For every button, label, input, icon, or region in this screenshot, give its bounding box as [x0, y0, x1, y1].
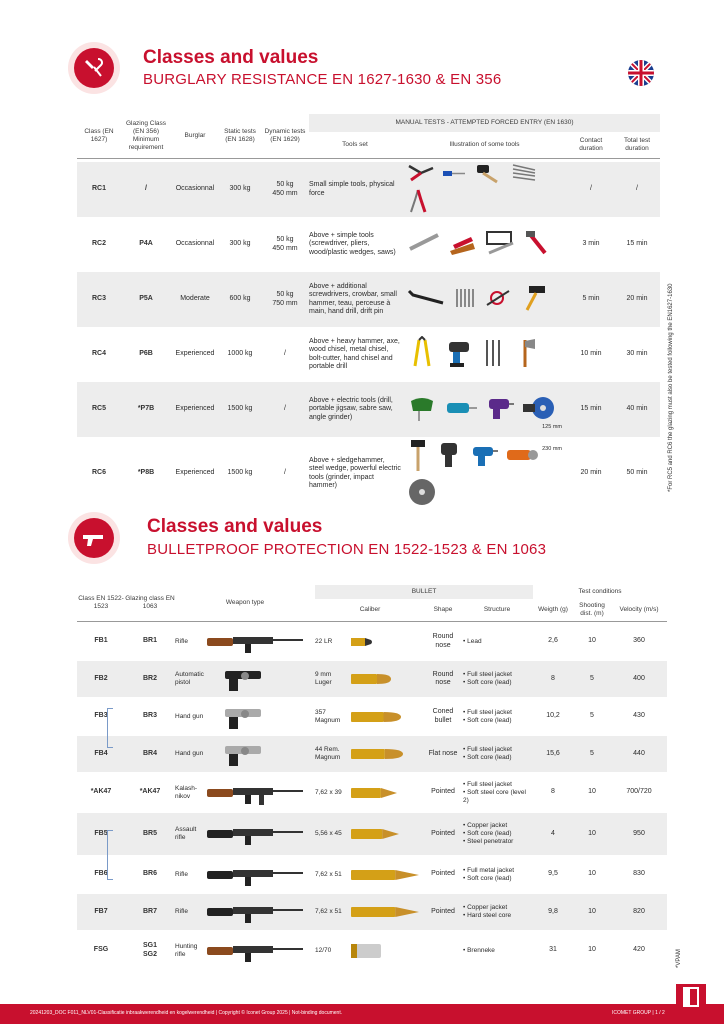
class-cell: RC2	[77, 217, 121, 272]
class-cell: RC1	[77, 162, 121, 217]
class-cell: FSG	[93, 946, 109, 954]
table-row	[77, 699, 667, 734]
burglar-cell: Experienced	[171, 437, 219, 510]
col-static: Static tests (EN 1628)	[224, 127, 256, 143]
drill-bits-icon	[453, 285, 477, 315]
burglar-cell: Occasionnal	[171, 162, 219, 217]
caliber-cell	[315, 744, 425, 764]
table-row	[77, 857, 667, 892]
caliber-label: 5,56 x 45	[315, 830, 342, 837]
glazing-cell: P6B	[121, 327, 171, 382]
structure-item: • Copper jacket	[463, 822, 508, 829]
structure-text: Soft core (lead)	[467, 679, 512, 686]
saw-icon	[483, 229, 517, 261]
class-cell: FB2	[94, 674, 108, 682]
caliber-label: 7,62 x 51	[315, 908, 342, 915]
col-manual-tests: MANUAL TESTS - ATTEMPTED FORCED ENTRY (EN 1630)	[309, 114, 660, 132]
glazing-cell: BR2	[142, 674, 157, 682]
hand-drill-icon	[483, 285, 513, 315]
class-cell: FB4	[94, 749, 108, 757]
glazing-cell: P4A	[121, 217, 171, 272]
burglar-cell: Experienced	[171, 382, 219, 437]
weapon-image	[205, 861, 305, 889]
dynamic-cell: /	[261, 437, 309, 510]
weight-cell: 8	[551, 788, 555, 796]
glazing-cell: SG1 SG2	[142, 942, 157, 958]
uk-flag-icon[interactable]	[628, 60, 654, 86]
section2-subtitle: BULLETPROOF PROTECTION EN 1522-1523 & EN 1063	[147, 541, 547, 558]
caliber-cell	[315, 707, 425, 727]
weapon-image	[205, 628, 305, 656]
static-cell: 1500 kg	[219, 437, 261, 510]
col-class: Class EN 1522-1523	[78, 594, 124, 610]
total-cell: 40 min	[614, 382, 660, 437]
table-row	[77, 382, 660, 437]
impact-drill-icon	[435, 439, 463, 475]
class-bracket	[107, 830, 113, 880]
structure-item: • Copper jacket	[463, 904, 508, 911]
glazing-cell: *AK47	[139, 788, 161, 796]
shape-cell: Pointed	[431, 788, 455, 796]
chisel-icon	[481, 337, 507, 373]
weight-cell: 9,8	[548, 907, 558, 915]
glazing-cell: P5A	[121, 272, 171, 327]
table-row	[77, 437, 660, 510]
table-row	[77, 661, 667, 697]
structure-text: Copper jacket	[467, 822, 508, 829]
shape-cell: Pointed	[431, 829, 455, 837]
table-row	[77, 894, 667, 930]
distance-cell: 10	[588, 637, 596, 645]
contact-cell: 5 min	[568, 272, 614, 327]
distance-cell: 10	[588, 829, 596, 837]
impact-drill-icon	[469, 440, 499, 474]
col-glazing: Glazing class EN 1063	[125, 594, 175, 610]
velocity-cell: 440	[633, 749, 645, 757]
bullet-image	[349, 783, 423, 803]
caliber-label: 12/70	[315, 946, 332, 954]
distance-cell: 10	[588, 870, 596, 878]
table-row	[77, 162, 660, 217]
col-shooting: Shooting dist. (m)	[579, 601, 605, 617]
class-cell: FB3	[94, 712, 108, 720]
class-cell: RC5	[77, 382, 121, 437]
contact-cell: 20 min	[568, 437, 614, 510]
col-contact: Contact duration	[579, 136, 603, 152]
tools-cell: Above + additional screwdrivers, crowbar, small hammer, teau, perceuse à main, hand drill, drift pin	[309, 272, 401, 327]
col-test-conditions: Test conditions	[578, 588, 622, 595]
bullet-image	[349, 902, 423, 922]
burglar-cell: Occasionnal	[171, 217, 219, 272]
glazing-cell: *P7B	[121, 382, 171, 437]
col-structure: Structure	[483, 605, 511, 613]
structure-item: • Soft core (lead)	[463, 874, 512, 882]
structure-cell	[461, 822, 533, 846]
weapon-image	[205, 665, 305, 693]
weapon-cell	[175, 628, 315, 656]
weight-cell: 4	[551, 829, 555, 837]
illustration-cell	[401, 272, 568, 327]
col-velocity: Velocity (m/s)	[619, 605, 659, 613]
weapon-label: Kalash-nikov	[175, 784, 198, 800]
shape-cell: Round nose	[432, 670, 454, 686]
caliber-cell	[315, 902, 425, 922]
table-row	[77, 736, 667, 772]
weight-cell: 15,6	[546, 749, 560, 757]
caliber-cell	[315, 941, 425, 961]
weapon-image	[205, 898, 305, 926]
weapon-cell	[175, 820, 315, 848]
col-bullet: BULLET	[315, 585, 533, 599]
bulletproof-table	[77, 585, 667, 624]
bullet-image	[349, 669, 423, 689]
glazing-cell: BR6	[142, 870, 157, 878]
weapon-image	[205, 937, 305, 965]
logo-tab	[676, 984, 706, 1010]
structure-item: • Full steel jacket	[463, 780, 512, 788]
tools-cell: Small simple tools, physical force	[309, 162, 401, 217]
tools-cell: Above + simple tools (screwdriver, pliers, wood/plastic wedges, saws)	[309, 217, 401, 272]
shape-cell: Pointed	[431, 870, 455, 878]
contact-cell: /	[568, 162, 614, 217]
weapon-label: Hunting rifle	[175, 942, 198, 958]
class-cell: RC4	[77, 327, 121, 382]
table-row	[77, 932, 667, 969]
class-cell: FB1	[94, 637, 108, 645]
col-weight: Weigth (g)	[538, 605, 568, 613]
structure-cell	[461, 867, 533, 883]
weapon-label: Automatic pistol	[175, 671, 204, 686]
caliber-cell	[315, 865, 425, 885]
bullet-image	[349, 632, 423, 652]
weapon-cell	[175, 740, 315, 768]
weapon-label: Hand gun	[175, 712, 204, 720]
glazing-cell: /	[121, 162, 171, 217]
bulletproof-section-icon	[68, 512, 120, 564]
crowbar-hammer-icon	[82, 56, 106, 80]
structure-item: • Soft core (lead)	[463, 679, 512, 686]
section2-title: Classes and values	[147, 516, 323, 537]
structure-item: • Brenneke	[463, 946, 495, 954]
velocity-cell: 820	[633, 907, 645, 915]
disc-size-label: 230 mm	[542, 446, 562, 452]
structure-text: Soft core (lead)	[467, 754, 512, 761]
class-cell: FB7	[94, 907, 108, 915]
structure-item: • Soft core (lead)	[463, 716, 512, 724]
burglar-cell: Experienced	[171, 327, 219, 382]
glazing-cell: BR4	[142, 749, 157, 757]
weapon-label: Assault rifle	[175, 826, 197, 841]
structure-text: Hard steel core	[467, 912, 512, 919]
class-cell: FB6	[94, 870, 108, 878]
structure-cell	[461, 947, 533, 955]
weapon-cell	[175, 861, 315, 889]
footer-bar	[0, 1004, 724, 1024]
total-cell: 50 min	[614, 437, 660, 510]
glazing-cell: *P8B	[121, 437, 171, 510]
shape-cell: Coned bullet	[432, 708, 454, 724]
glazing-cell: BR1	[142, 637, 157, 645]
table-row	[77, 774, 667, 811]
velocity-cell: 400	[633, 674, 645, 682]
illustration-cell	[401, 382, 568, 437]
structure-text: Full steel jacket	[467, 708, 512, 716]
caliber-label: 7,62 x 39	[315, 788, 342, 796]
shape-cell: Flat nose	[428, 749, 458, 757]
structure-text: Steel penetrator	[467, 838, 514, 845]
structure-text: Full steel jacket	[467, 746, 512, 753]
static-cell: 300 kg	[219, 217, 261, 272]
class-bracket	[107, 708, 113, 748]
jigsaw-icon	[407, 393, 437, 427]
structure-item: • Soft core (lead)	[463, 830, 512, 837]
weapon-cell	[175, 937, 315, 965]
structure-cell	[461, 671, 533, 687]
caliber-label: 357 Magnum	[315, 708, 341, 724]
table-row	[77, 813, 667, 855]
caliber-cell	[315, 824, 425, 844]
structure-item: • Lead	[463, 637, 482, 645]
distance-cell: 10	[588, 788, 596, 796]
pipe-icon	[407, 231, 441, 259]
gun-icon	[81, 527, 107, 549]
hammer-icon	[519, 283, 549, 317]
structure-text: Soft core (lead)	[467, 874, 512, 882]
weapon-label: Hand gun	[175, 750, 204, 757]
tools-cell: Above + sledgehammer, steel wedge, powerful electric tools (grinder, impact hammer)	[309, 437, 401, 510]
structure-text: Full metal jacket	[467, 866, 515, 874]
cordless-drill-icon	[443, 337, 475, 373]
burglary-section-icon	[68, 42, 120, 94]
caliber-label: 44 Rem. Magnum	[315, 746, 341, 761]
table-row	[77, 272, 660, 327]
structure-text: Full steel jacket	[467, 780, 512, 788]
sledgehammer-icon	[407, 437, 429, 477]
weight-cell: 31	[549, 946, 557, 954]
weapon-image	[205, 779, 305, 807]
weapon-label: Rifle	[175, 908, 189, 915]
structure-item: • Soft core (lead)	[463, 754, 512, 761]
structure-text: Lead	[467, 637, 482, 645]
weight-cell: 10,2	[546, 712, 560, 720]
weapon-image	[205, 820, 305, 848]
col-burglar: Burglar	[184, 131, 206, 139]
dynamic-cell: 50 kg 450 mm	[261, 162, 309, 217]
grinder-icon	[521, 393, 555, 427]
structure-item: • Full steel jacket	[463, 671, 512, 678]
caliber-cell	[315, 669, 425, 689]
velocity-cell: 360	[633, 637, 645, 645]
weight-cell: 8	[551, 674, 555, 682]
icomet-logo-icon	[676, 984, 706, 1010]
structure-text: Copper jacket	[467, 904, 508, 911]
structure-item: • Hard steel core	[463, 912, 512, 919]
structure-text: Brenneke	[467, 946, 495, 954]
crowbar-icon	[407, 287, 447, 313]
hammer-icon	[473, 162, 503, 188]
dynamic-cell: /	[261, 382, 309, 437]
glazing-cell: BR5	[142, 829, 157, 837]
wedge-icon	[447, 231, 477, 259]
weapon-cell	[175, 898, 315, 926]
illustration-cell	[401, 162, 568, 217]
illustration-cell	[401, 327, 568, 382]
structure-item: • Full metal jacket	[463, 866, 515, 874]
static-cell: 1000 kg	[219, 327, 261, 382]
structure-text: Soft steel core (level 2)	[463, 788, 526, 804]
col-tools: Tools set	[342, 140, 368, 148]
total-cell: /	[614, 162, 660, 217]
weapon-cell	[175, 703, 315, 731]
burglary-side-note: *For RC5 and RC6 the glazing must also be tested following the EN1627-1630	[668, 283, 674, 492]
static-cell: 300 kg	[219, 162, 261, 217]
static-cell: 1500 kg	[219, 382, 261, 437]
table-row	[77, 624, 667, 659]
footer-copyright: 20241203_DOC F011_NLV01-Classificatie inbraakwerendheid en kogelwerendheid | Copyright © Iconet Group 2025 | Not-binding document.	[30, 1010, 343, 1016]
weapon-cell	[175, 779, 315, 807]
col-illustration: Illustration of some tools	[449, 140, 520, 148]
burglary-table	[77, 114, 660, 510]
col-dynamic: Dynamic tests (EN 1629)	[264, 127, 306, 143]
col-shape: Shape	[433, 605, 453, 613]
glazing-cell: BR3	[142, 712, 157, 720]
bullet-image	[349, 744, 423, 764]
distance-cell: 5	[590, 749, 594, 757]
distance-cell: 10	[588, 907, 596, 915]
screwdriver-icon	[441, 164, 467, 186]
class-cell: RC3	[77, 272, 121, 327]
table-row	[77, 327, 660, 382]
disc-icon	[407, 477, 437, 511]
pliers-icon	[407, 162, 435, 188]
contact-cell: 15 min	[568, 382, 614, 437]
contact-cell: 3 min	[568, 217, 614, 272]
velocity-cell: 950	[633, 829, 645, 837]
distance-cell: 5	[590, 674, 594, 682]
caliber-label: 22 LR	[315, 637, 333, 645]
col-glazing: Glazing Class (EN 356) Minimum requirement	[125, 119, 167, 151]
col-caliber: Caliber	[359, 605, 381, 613]
dynamic-cell: /	[261, 327, 309, 382]
contact-cell: 10 min	[568, 327, 614, 382]
bullet-image	[349, 824, 423, 844]
structure-text: Soft core (lead)	[467, 830, 512, 837]
glazing-cell: BR7	[142, 907, 157, 915]
dynamic-cell: 50 kg 750 mm	[261, 272, 309, 327]
pliers-icon	[407, 188, 429, 218]
structure-text: Full steel jacket	[467, 671, 512, 678]
caliber-cell	[315, 783, 425, 803]
tools-cell: Above + electric tools (drill, portable jigsaw, sabre saw, angle grinder)	[309, 382, 401, 437]
table-row	[77, 217, 660, 272]
col-total: Total test duration	[623, 136, 650, 152]
sabre-saw-icon	[443, 395, 479, 425]
distance-cell: 10	[588, 946, 596, 954]
col-class: Class (EN 1627)	[84, 127, 114, 143]
bolt-cutter-icon	[407, 336, 437, 374]
section1-subtitle: BURGLARY RESISTANCE EN 1627-1630 & EN 356	[143, 71, 502, 88]
static-cell: 600 kg	[219, 272, 261, 327]
structure-cell	[461, 746, 533, 762]
bullet-image	[349, 707, 423, 727]
footer-page: ICOMET GROUP | 1 / 2	[612, 1010, 665, 1016]
illustration-cell	[401, 437, 568, 510]
velocity-cell: 430	[633, 712, 645, 720]
weight-cell: 9,5	[548, 870, 558, 878]
total-cell: 15 min	[614, 217, 660, 272]
class-cell: RC6	[77, 437, 121, 510]
pipe-wrench-icon	[523, 229, 551, 261]
weapon-label: Rifle	[175, 870, 189, 878]
bullet-image	[349, 865, 423, 885]
tools-cell: Above + heavy hammer, axe, wood chisel, metal chisel, bolt-cutter, hand chisel and portable drill	[309, 327, 401, 382]
weapon-cell	[175, 665, 315, 693]
structure-item: • Soft steel core (level 2)	[463, 788, 526, 804]
vpam-note: *VPAM	[676, 949, 682, 968]
class-cell: FB5	[94, 829, 108, 837]
class-cell: *AK47	[90, 788, 112, 796]
weapon-image	[205, 740, 305, 768]
disc-size-label: 125 mm	[542, 423, 562, 430]
velocity-cell: 420	[633, 946, 645, 954]
total-cell: 30 min	[614, 327, 660, 382]
weight-cell: 2,6	[548, 637, 558, 645]
burglar-cell: Moderate	[171, 272, 219, 327]
dynamic-cell: 50 kg 450 mm	[261, 217, 309, 272]
structure-cell	[461, 904, 533, 920]
shape-cell: Pointed	[431, 907, 455, 915]
col-weapon: Weapon type	[225, 598, 265, 606]
structure-cell	[461, 638, 533, 646]
wrench-set-icon	[509, 162, 539, 188]
velocity-cell: 700/720	[626, 788, 652, 796]
drill-icon	[485, 393, 515, 427]
weapon-label: Rifle	[175, 637, 189, 645]
weapon-image	[205, 703, 305, 731]
structure-item: • Full steel jacket	[463, 746, 512, 753]
structure-item: • Steel penetrator	[463, 838, 514, 845]
caliber-cell	[315, 632, 425, 652]
shape-cell: Round nose	[432, 633, 454, 649]
illustration-cell	[401, 217, 568, 272]
bullet-image	[349, 941, 423, 961]
section1-title: Classes and values	[143, 47, 319, 68]
structure-cell	[461, 781, 533, 805]
structure-cell	[461, 709, 533, 725]
axe-icon	[513, 336, 537, 374]
structure-text: Soft core (lead)	[467, 716, 512, 724]
grinder-icon	[505, 442, 539, 472]
total-cell: 20 min	[614, 272, 660, 327]
caliber-label: 9 mm Luger	[315, 671, 332, 686]
velocity-cell: 830	[633, 870, 645, 878]
structure-item: • Full steel jacket	[463, 708, 512, 716]
caliber-label: 7,62 x 51	[315, 870, 342, 878]
distance-cell: 5	[590, 712, 594, 720]
